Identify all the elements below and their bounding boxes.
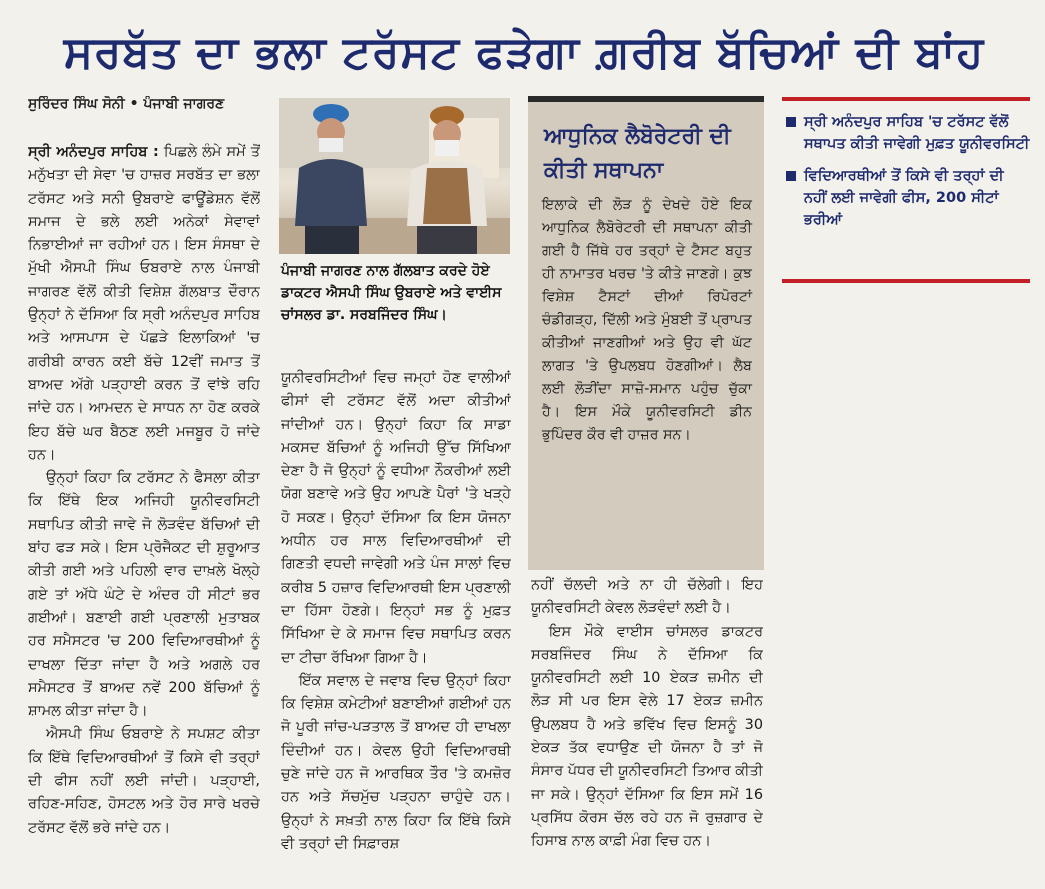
square-bullet-icon — [786, 117, 796, 127]
photo-illustration — [279, 98, 510, 254]
paragraph: ਨਹੀਂ ਚੱਲਦੀ ਅਤੇ ਨਾ ਹੀ ਚੱਲੇਗੀ। ਇਹ ਯੂਨੀਵਰਸਿਟੀ ਕੇਵਲ ਲੋੜਵੰਦਾਂ ਲਈ ਹੈ। — [531, 577, 763, 617]
news-photo — [279, 98, 510, 254]
paragraph: ਉਨ੍ਹਾਂ ਕਿਹਾ ਕਿ ਟਰੱਸਟ ਨੇ ਫੈਸਲਾ ਕੀਤਾ ਕਿ ਇੱਥੇ ਇਕ ਅਜਿਹੀ ਯੂਨੀਵਰਸਿਟੀ ਸਥਾਪਿਤ ਕੀਤੀ ਜਾਵੇ ਜੋ ਲੋੜਵੰਦ ਬੱਚਿਆਂ ਦੀ ਬਾਂਹ ਫੜ ਸਕੇ। ਇਸ ਪ੍ਰੋਜੈਕਟ ਦੀ ਸ਼ੁਰੂਆਤ ਕੀਤੀ ਗਈ ਅਤੇ ਪਹਿਲੀ ਵਾਰ ਦਾਖ਼ਲੇ ਖੋਲ੍ਹੇ ਗਏ ਤਾਂ ਅੱਧੇ ਘੰਟੇ ਦੇ ਅੰਦਰ ਹੀ ਸੀਟਾਂ ਭਰ ਗਈਆਂ। ਬਣਾਈ ਗਈ ਪ੍ਰਣਾਲੀ ਮੁਤਾਬਕ ਹਰ ਸਮੈਸਟਰ 'ਚ 200 ਵਿਦਿਆਰਥੀਆਂ ਨੂੰ ਦਾਖਲਾ ਦਿੱਤਾ ਜਾਂਦਾ ਹੈ ਅਤੇ ਅਗਲੇ ਹਰ ਸਮੈਸਟਰ ਤੋਂ ਬਾਅਦ ਨਵੇਂ 200 ਬੱਚਿਆਂ ਨੂੰ ਸ਼ਾਮਲ ਕੀਤਾ ਜਾਂਦਾ ਹੈ। — [28, 470, 260, 720]
paragraph: ਇੱਕ ਸਵਾਲ ਦੇ ਜਵਾਬ ਵਿਚ ਉਨ੍ਹਾਂ ਕਿਹਾ ਕਿ ਵਿਸ਼ੇਸ਼ ਕਮੇਟੀਆਂ ਬਣਾਈਆਂ ਗਈਆਂ ਹਨ ਜੋ ਪੂਰੀ ਜਾਂਚ-ਪੜਤਾਲ ਤੋਂ ਬਾਅਦ ਹੀ ਦਾਖਲਾ ਦਿੰਦੀਆਂ ਹਨ। ਕੇਵਲ ਉਹੀ ਵਿਦਿਆਰਥੀ ਚੁਣੇ ਜਾਂਦੇ ਹਨ ਜੋ ਆਰਥਿਕ ਤੌਰ 'ਤੇ ਕਮਜ਼ੋਰ ਹਨ ਅਤੇ ਸੱਚਮੁੱਚ ਪੜ੍ਹਨਾ ਚਾਹੁੰਦੇ ਹਨ। ਉਨ੍ਹਾਂ ਨੇ ਸਖ਼ਤੀ ਨਾਲ ਕਿਹਾ ਕਿ ਇੱਥੇ ਕਿਸੇ ਵੀ ਤਰ੍ਹਾਂ ਦੀ ਸਿਫ਼ਾਰਸ਼ — [281, 672, 511, 852]
box-body: ਇਲਾਕੇ ਦੀ ਲੋੜ ਨੂੰ ਦੇਖਦੇ ਹੋਏ ਇਕ ਆਧੁਨਿਕ ਲੈਬੋਰੇਟਰੀ ਦੀ ਸਥਾਪਨਾ ਕੀਤੀ ਗਈ ਹੈ ਜਿੱਥੇ ਹਰ ਤਰ੍ਹਾਂ ਦੇ ਟੈਸਟ ਬਹੁਤ ਹੀ ਨਾਮਾਤਰ ਖਰਚ 'ਤੇ ਕੀਤੇ ਜਾਣਗੇ। ਕੁਝ ਵਿਸ਼ੇਸ਼ ਟੈਸਟਾਂ ਦੀਆਂ ਰਿਪੋਰਟਾਂ ਚੰਡੀਗੜ੍ਹ, ਦਿੱਲੀ ਅਤੇ ਮੁੰਬਈ ਤੋਂ ਪ੍ਰਾਪਤ ਕੀਤੀਆਂ ਜਾਣਗੀਆਂ ਅਤੇ ਉਹ ਵੀ ਘੱਟ ਲਾਗਤ 'ਤੇ ਉਪਲਬਧ ਹੋਣਗੀਆਂ। ਲੈਬ ਲਈ ਲੋੜੀਂਦਾ ਸਾਜ਼ੋ-ਸਮਾਨ ਪਹੁੰਚ ਚੁੱਕਾ ਹੈ। ਇਸ ਮੌਕੇ ਯੂਨੀਵਰਸਿਟੀ ਡੀਨ ਭੁਪਿੰਦਰ ਕੌਰ ਵੀ ਹਾਜ਼ਰ ਸਨ। — [542, 197, 752, 443]
highlights-box — [782, 97, 1030, 283]
paragraph: ਇਸ ਮੌਕੇ ਵਾਈਸ ਚਾਂਸਲਰ ਡਾਕਟਰ ਸਰਬਜਿੰਦਰ ਸਿੰਘ ਨੇ ਦੱਸਿਆ ਕਿ ਯੂਨੀਵਰਸਿਟੀ ਲਈ 10 ਏਕੜ ਜ਼ਮੀਨ ਦੀ ਲੋੜ ਸੀ ਪਰ ਇਸ ਵੇਲੇ 17 ਏਕੜ ਜ਼ਮੀਨ ਉਪਲਬਧ ਹੈ ਅਤੇ ਭਵਿੱਖ ਵਿਚ ਇਸਨੂੰ 30 ਏਕੜ ਤੱਕ ਵਧਾਉਣ ਦੀ ਯੋਜਨਾ ਹੈ ਤਾਂ ਜੋ ਸੰਸਾਰ ਪੱਧਰ ਦੀ ਯੂਨੀਵਰਸਿਟੀ ਤਿਆਰ ਕੀਤੀ ਜਾ ਸਕੇ। ਉਨ੍ਹਾਂ ਦੱਸਿਆ ਕਿ ਇਸ ਸਮੇਂ 16 ਪ੍ਰਸਿੱਧ ਕੋਰਸ ਚੱਲ ਰਹੇ ਹਨ ਜੋ ਰੁਜ਼ਗਾਰ ਦੇ ਹਿਸਾਬ ਨਾਲ ਕਾਫ਼ੀ ਮੰਗ ਵਿਚ ਹਨ। — [531, 623, 763, 850]
highlight-item: ਸ੍ਰੀ ਅਨੰਦਪੁਰ ਸਾਹਿਬ 'ਚ ਟਰੱਸਟ ਵੱਲੋਂ ਸਥਾਪਤ ਕੀਤੀ ਜਾਵੇਗੀ ਮੁਫ਼ਤ ਯੂਨੀਵਰਸਿਟੀ — [782, 111, 1030, 155]
sidebar-box — [528, 96, 764, 570]
photo-caption: ਪੰਜਾਬੀ ਜਾਗਰਣ ਨਾਲ ਗੱਲਬਾਤ ਕਰਦੇ ਹੋਏ ਡਾਕਟਰ ਐਸਪੀ ਸਿੰਘ ਉਬਰਾਏ ਅਤੇ ਵਾਈਸ ਚਾਂਸਲਰ ਡਾ. ਸਰਬਜਿੰਦਰ ਸਿੰਘ। — [281, 263, 502, 323]
headline: ਸਰਬੱਤ ਦਾ ਭਲਾ ਟਰੱਸਟ ਫੜੇਗਾ ਗ਼ਰੀਬ ਬੱਚਿਆਂ ਦੀ ਬਾਂਹ — [63, 27, 985, 78]
box-title: ਆਧੁਨਿਕ ਲੈਬੋਰੇਟਰੀ ਦੀ ਕੀਤੀ ਸਥਾਪਨਾ — [544, 124, 731, 183]
paragraph: ਯੂਨੀਵਰਸਿਟੀਆਂ ਵਿਚ ਜਮ੍ਹਾਂ ਹੋਣ ਵਾਲੀਆਂ ਫੀਸਾਂ ਵੀ ਟਰੱਸਟ ਵੱਲੋਂ ਅਦਾ ਕੀਤੀਆਂ ਜਾਂਦੀਆਂ ਹਨ। ਉਨ੍ਹਾਂ ਕਿਹਾ ਕਿ ਸਾਡਾ ਮਕਸਦ ਬੱਚਿਆਂ ਨੂੰ ਅਜਿਹੀ ਉੱਚ ਸਿੱਖਿਆ ਦੇਣਾ ਹੈ ਜੋ ਉਨ੍ਹਾਂ ਨੂੰ ਵਧੀਆ ਨੌਕਰੀਆਂ ਲਈ ਯੋਗ ਬਣਾਵੇ ਅਤੇ ਉਹ ਆਪਣੇ ਪੈਰਾਂ 'ਤੇ ਖੜ੍ਹੇ ਹੋ ਸਕਣ। ਉਨ੍ਹਾਂ ਦੱਸਿਆ ਕਿ ਇਸ ਯੋਜਨਾ ਅਧੀਨ ਹਰ ਸਾਲ ਵਿਦਿਆਰਥੀਆਂ ਦੀ ਗਿਣਤੀ ਵਧਦੀ ਜਾਵੇਗੀ ਅਤੇ ਪੰਜ ਸਾਲਾਂ ਵਿਚ ਕਰੀਬ 5 ਹਜ਼ਾਰ ਵਿਦਿਆਰਥੀ ਇਸ ਪ੍ਰਣਾਲੀ ਦਾ ਹਿੱਸਾ ਹੋਣਗੇ। ਇਨ੍ਹਾਂ ਸਭ ਨੂੰ ਮੁਫ਼ਤ ਸਿੱਖਿਆ ਦੇ ਕੇ ਸਮਾਜ ਵਿਚ ਸਥਾਪਿਤ ਕਰਨ ਦਾ ਟੀਚਾ ਰੱਖਿਆ ਗਿਆ ਹੈ। — [281, 370, 511, 666]
dateline: ਸ੍ਰੀ ਅਨੰਦਪੁਰ ਸਾਹਿਬ : — [28, 144, 159, 160]
square-bullet-icon — [786, 171, 796, 181]
column-1 — [28, 141, 260, 879]
column-2 — [281, 367, 511, 879]
highlight-item: ਵਿਦਿਆਰਥੀਆਂ ਤੋਂ ਕਿਸੇ ਵੀ ਤਰ੍ਹਾਂ ਦੀ ਨਹੀਂ ਲਈ ਜਾਵੇਗੀ ਫੀਸ, 200 ਸੀਟਾਂ ਭਰੀਆਂ — [782, 165, 1030, 231]
paragraph: ਸ੍ਰੀ ਅਨੰਦਪੁਰ ਸਾਹਿਬ : ਪਿਛਲੇ ਲੰਮੇ ਸਮੇਂ ਤੋਂ ਮਨੁੱਖਤਾ ਦੀ ਸੇਵਾ 'ਚ ਹਾਜ਼ਰ ਸਰਬੱਤ ਦਾ ਭਲਾ ਟਰੱਸਟ ਅਤੇ ਸਨੀ ਉਬਰਾਏ ਫਾਊਂਡੇਸ਼ਨ ਵੱਲੋਂ ਸਮਾਜ ਦੇ ਭਲੇ ਲਈ ਅਨੇਕਾਂ ਸੇਵਾਵਾਂ ਨਿਭਾਈਆਂ ਜਾ ਰਹੀਆਂ ਹਨ। ਇਸ ਸੰਸਥਾ ਦੇ ਮੁੱਖੀ ਐਸਪੀ ਸਿੰਘ ਓਬਰਾਏ ਨਾਲ ਪੰਜਾਬੀ ਜਾਗਰਣ ਵੱਲੋਂ ਕੀਤੀ ਵਿਸ਼ੇਸ਼ ਗੱਲਬਾਤ ਦੌਰਾਨ ਉਨ੍ਹਾਂ ਨੇ ਦੱਸਿਆ ਕਿ ਸ੍ਰੀ ਅਨੰਦਪੁਰ ਸਾਹਿਬ ਅਤੇ ਆਸਪਾਸ ਦੇ ਪੱਛੜੇ ਇਲਾਕਿਆਂ 'ਚ ਗਰੀਬੀ ਕਾਰਨ ਕਈ ਬੱਚੇ 12ਵੀਂ ਜਮਾਤ ਤੋਂ ਬਾਅਦ ਅੱਗੇ ਪੜ੍ਹਾਈ ਕਰਨ ਤੋਂ ਵਾਂਝੇ ਰਹਿ ਜਾਂਦੇ ਹਨ। ਆਮਦਨ ਦੇ ਸਾਧਨ ਨਾ ਹੋਣ ਕਰਕੇ ਇਹ ਬੱਚੇ ਘਰ ਬੈਠਣ ਲਈ ਮਜਬੂਰ ਹੋ ਜਾਂਦੇ ਹਨ। — [28, 144, 260, 463]
column-3 — [531, 574, 763, 879]
byline: ਸੁਰਿੰਦਰ ਸਿੰਘ ਸੋਨੀ • ਪੰਜਾਬੀ ਜਾਗਰਣ — [28, 96, 225, 112]
paragraph: ਐਸਪੀ ਸਿੰਘ ਓਬਰਾਏ ਨੇ ਸਪਸ਼ਟ ਕੀਤਾ ਕਿ ਇੱਥੇ ਵਿਦਿਆਰਥੀਆਂ ਤੋਂ ਕਿਸੇ ਵੀ ਤਰ੍ਹਾਂ ਦੀ ਫੀਸ ਨਹੀਂ ਲਈ ਜਾਂਦੀ। ਪੜ੍ਹਾਈ, ਰਹਿਣ-ਸਹਿਣ, ਹੋਸਟਲ ਅਤੇ ਹੋਰ ਸਾਰੇ ਖਰਚੇ ਟਰੱਸਟ ਵੱਲੋਂ ਭਰੇ ਜਾਂਦੇ ਹਨ। — [28, 726, 260, 836]
